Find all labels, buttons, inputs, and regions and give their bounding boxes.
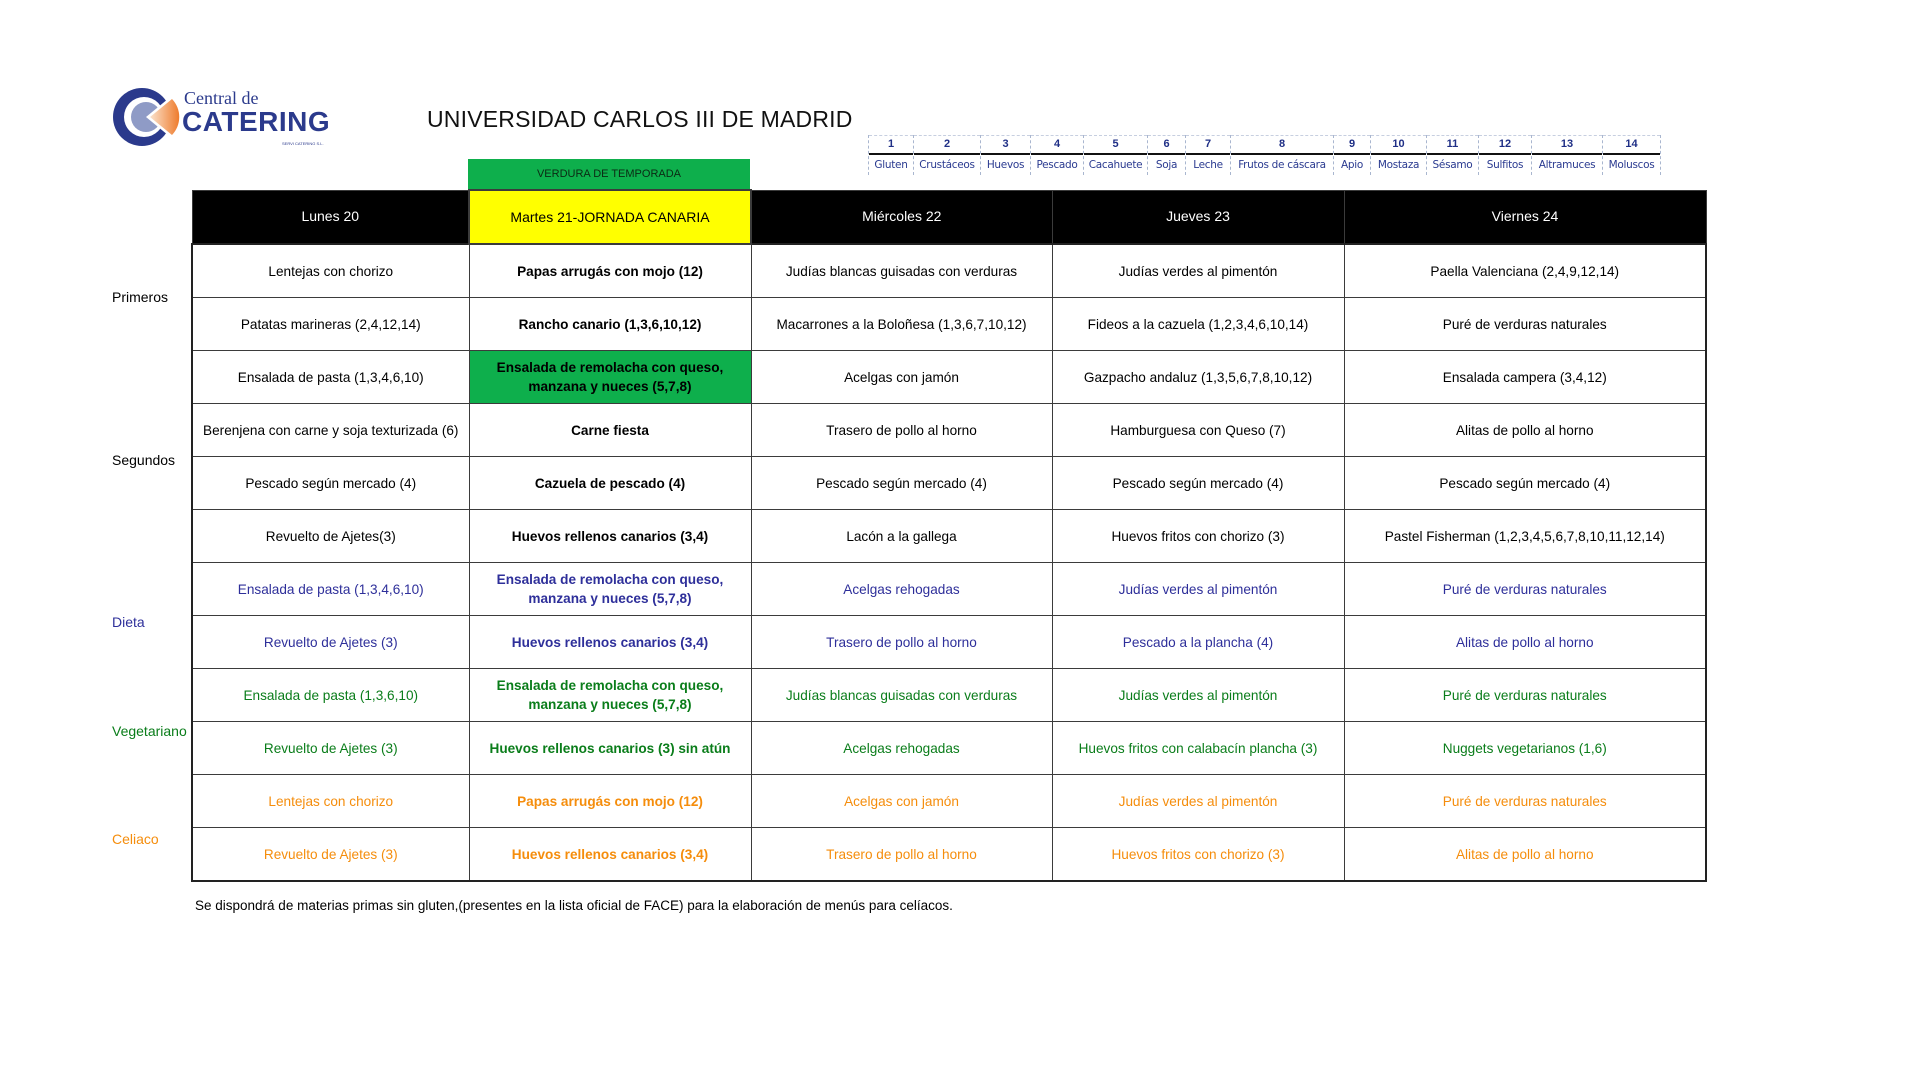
menu-cell: Paella Valenciana (2,4,9,12,14)	[1344, 244, 1706, 298]
menu-cell: Pescado según mercado (4)	[751, 457, 1052, 510]
menu-cell: Huevos fritos con chorizo (3)	[1052, 510, 1344, 563]
day-header-lunes: Lunes 20	[192, 190, 469, 244]
menu-cell: Huevos rellenos canarios (3,4)	[469, 616, 751, 669]
allergen-item	[914, 135, 981, 175]
weekly-menu-table	[191, 189, 1707, 882]
menu-cell: Lentejas con chorizo	[192, 244, 469, 298]
allergen-item	[1084, 135, 1148, 175]
menu-cell: Papas arrugás con mojo (12)	[469, 775, 751, 828]
allergen-label: Soja	[1155, 159, 1178, 171]
menu-row-dieta	[192, 616, 1706, 669]
menu-cell: Hamburguesa con Queso (7)	[1052, 404, 1344, 457]
allergen-number: 7	[1186, 135, 1230, 155]
menu-cell: Judías blancas guisadas con verduras	[751, 669, 1052, 722]
allergen-number: 11	[1427, 135, 1478, 155]
day-header-jueves: Jueves 23	[1052, 190, 1344, 244]
menu-cell: Patatas marineras (2,4,12,14)	[192, 298, 469, 351]
allergen-item	[1603, 135, 1661, 175]
menu-cell: Pescado a la plancha (4)	[1052, 616, 1344, 669]
menu-cell: Alitas de pollo al horno	[1344, 616, 1706, 669]
menu-cell: Ensalada de remolacha con queso, manzana y nueces (5,7,8)	[469, 563, 751, 616]
allergen-number: 9	[1334, 135, 1370, 155]
menu-cell: Carne fiesta	[469, 404, 751, 457]
allergen-label: Crustáceos	[919, 159, 975, 171]
menu-row-primeros	[192, 298, 1706, 351]
allergen-number: 2	[914, 135, 980, 155]
menu-cell: Acelgas con jamón	[751, 775, 1052, 828]
allergen-number: 12	[1479, 135, 1531, 155]
menu-cell: Ensalada de pasta (1,3,6,10)	[192, 669, 469, 722]
allergen-number: 6	[1148, 135, 1185, 155]
menu-cell: Puré de verduras naturales	[1344, 669, 1706, 722]
menu-cell: Puré de verduras naturales	[1344, 563, 1706, 616]
menu-cell: Pescado según mercado (4)	[192, 457, 469, 510]
allergen-item	[1371, 135, 1427, 175]
menu-row-segundos	[192, 404, 1706, 457]
allergen-label: Huevos	[986, 159, 1025, 171]
menu-cell: Ensalada de remolacha con queso, manzana y nueces (5,7,8)	[469, 351, 751, 404]
menu-row-celiaco	[192, 828, 1706, 882]
menu-row-vegetariano	[192, 669, 1706, 722]
menu-row-primeros	[192, 244, 1706, 298]
allergen-number: 8	[1231, 135, 1333, 155]
menu-cell: Ensalada de pasta (1,3,4,6,10)	[192, 563, 469, 616]
menu-cell: Revuelto de Ajetes(3)	[192, 510, 469, 563]
category-dieta: Dieta	[112, 614, 145, 630]
allergen-number: 14	[1603, 135, 1660, 155]
category-celiaco: Celiaco	[112, 831, 159, 847]
allergen-item	[1479, 135, 1532, 175]
menu-cell: Rancho canario (1,3,6,10,12)	[469, 298, 751, 351]
allergen-item	[868, 135, 914, 175]
menu-cell: Puré de verduras naturales	[1344, 298, 1706, 351]
allergen-label: Altramuces	[1538, 159, 1596, 171]
day-header-row	[192, 190, 1706, 244]
menu-cell: Gazpacho andaluz (1,3,5,6,7,8,10,12)	[1052, 351, 1344, 404]
category-vegetariano: Vegetariano	[112, 723, 187, 739]
menu-row-celiaco	[192, 775, 1706, 828]
allergen-item	[1148, 135, 1186, 175]
allergen-number: 4	[1031, 135, 1083, 155]
page-title: UNIVERSIDAD CARLOS III DE MADRID	[427, 106, 853, 132]
allergen-item	[1334, 135, 1371, 175]
catering-logo-icon	[110, 86, 182, 148]
menu-cell: Acelgas con jamón	[751, 351, 1052, 404]
menu-cell: Alitas de pollo al horno	[1344, 404, 1706, 457]
menu-row-segundos	[192, 457, 1706, 510]
allergen-legend	[868, 135, 1661, 175]
menu-cell: Huevos rellenos canarios (3) sin atún	[469, 722, 751, 775]
menu-cell: Puré de verduras naturales	[1344, 775, 1706, 828]
menu-cell: Nuggets vegetarianos (1,6)	[1344, 722, 1706, 775]
menu-cell: Revuelto de Ajetes (3)	[192, 616, 469, 669]
menu-cell: Huevos rellenos canarios (3,4)	[469, 510, 751, 563]
menu-cell: Berenjena con carne y soja texturizada (6)	[192, 404, 469, 457]
menu-row-segundos	[192, 510, 1706, 563]
logo-line3: SERVI CATERING S.L.	[282, 141, 324, 146]
menu-cell: Pescado según mercado (4)	[1052, 457, 1344, 510]
allergen-label: Apio	[1341, 159, 1363, 171]
menu-cell: Alitas de pollo al horno	[1344, 828, 1706, 882]
menu-row-vegetariano	[192, 722, 1706, 775]
allergen-item	[1532, 135, 1603, 175]
menu-cell: Cazuela de pescado (4)	[469, 457, 751, 510]
menu-cell: Judías blancas guisadas con verduras	[751, 244, 1052, 298]
menu-cell: Pastel Fisherman (1,2,3,4,5,6,7,8,10,11,12,14)	[1344, 510, 1706, 563]
allergen-label: Mostaza	[1377, 159, 1420, 171]
menu-cell: Judías verdes al pimentón	[1052, 669, 1344, 722]
allergen-item	[1427, 135, 1479, 175]
catering-logo	[110, 86, 340, 148]
allergen-item	[1231, 135, 1334, 175]
allergen-number: 1	[869, 135, 913, 155]
gluten-free-footnote: Se dispondrá de materias primas sin gluten,(presentes en la lista oficial de FACE) para la elaboración de menús para celíacos.	[195, 898, 953, 913]
menu-cell: Ensalada de pasta (1,3,4,6,10)	[192, 351, 469, 404]
allergen-item	[981, 135, 1031, 175]
menu-cell: Acelgas rehogadas	[751, 563, 1052, 616]
day-header-martes: Martes 21-JORNADA CANARIA	[469, 190, 751, 244]
allergen-label: Gluten	[874, 159, 908, 171]
allergen-item	[1031, 135, 1084, 175]
menu-cell: Macarrones a la Boloñesa (1,3,6,7,10,12)	[751, 298, 1052, 351]
allergen-label: Leche	[1193, 159, 1223, 171]
menu-cell: Lacón a la gallega	[751, 510, 1052, 563]
allergen-item	[1186, 135, 1231, 175]
menu-cell: Ensalada de remolacha con queso, manzana y nueces (5,7,8)	[469, 669, 751, 722]
menu-cell: Revuelto de Ajetes (3)	[192, 828, 469, 882]
seasonal-vegetable-banner: VERDURA DE TEMPORADA	[468, 159, 750, 189]
menu-cell: Trasero de pollo al horno	[751, 828, 1052, 882]
allergen-number: 13	[1532, 135, 1602, 155]
allergen-number: 10	[1371, 135, 1426, 155]
menu-cell: Ensalada campera (3,4,12)	[1344, 351, 1706, 404]
allergen-label: Pescado	[1036, 159, 1078, 171]
category-segundos: Segundos	[112, 452, 176, 468]
menu-row-dieta	[192, 563, 1706, 616]
menu-cell: Papas arrugás con mojo (12)	[469, 244, 751, 298]
allergen-label: Frutos de cáscara	[1238, 159, 1326, 171]
day-header-viernes: Viernes 24	[1344, 190, 1706, 244]
menu-cell: Judías verdes al pimentón	[1052, 563, 1344, 616]
day-header-miercoles: Miércoles 22	[751, 190, 1052, 244]
menu-cell: Judías verdes al pimentón	[1052, 775, 1344, 828]
menu-cell: Judías verdes al pimentón	[1052, 244, 1344, 298]
menu-cell: Huevos rellenos canarios (3,4)	[469, 828, 751, 882]
menu-cell: Revuelto de Ajetes (3)	[192, 722, 469, 775]
allergen-label: Sulfitos	[1486, 159, 1524, 171]
allergen-label: Moluscos	[1608, 159, 1655, 171]
logo-line2: CATERING	[182, 106, 331, 137]
menu-cell: Huevos fritos con chorizo (3)	[1052, 828, 1344, 882]
menu-cell: Acelgas rehogadas	[751, 722, 1052, 775]
logo-line1: Central de	[184, 88, 259, 108]
menu-cell: Fideos a la cazuela (1,2,3,4,6,10,14)	[1052, 298, 1344, 351]
menu-row-primeros	[192, 351, 1706, 404]
menu-cell: Huevos fritos con calabacín plancha (3)	[1052, 722, 1344, 775]
menu-cell: Trasero de pollo al horno	[751, 404, 1052, 457]
category-primeros: Primeros	[112, 289, 169, 305]
menu-cell: Lentejas con chorizo	[192, 775, 469, 828]
menu-cell: Pescado según mercado (4)	[1344, 457, 1706, 510]
allergen-number: 5	[1084, 135, 1147, 155]
allergen-label: Sésamo	[1432, 159, 1473, 171]
allergen-number: 3	[981, 135, 1030, 155]
menu-cell: Trasero de pollo al horno	[751, 616, 1052, 669]
allergen-label: Cacahuete	[1088, 159, 1143, 171]
